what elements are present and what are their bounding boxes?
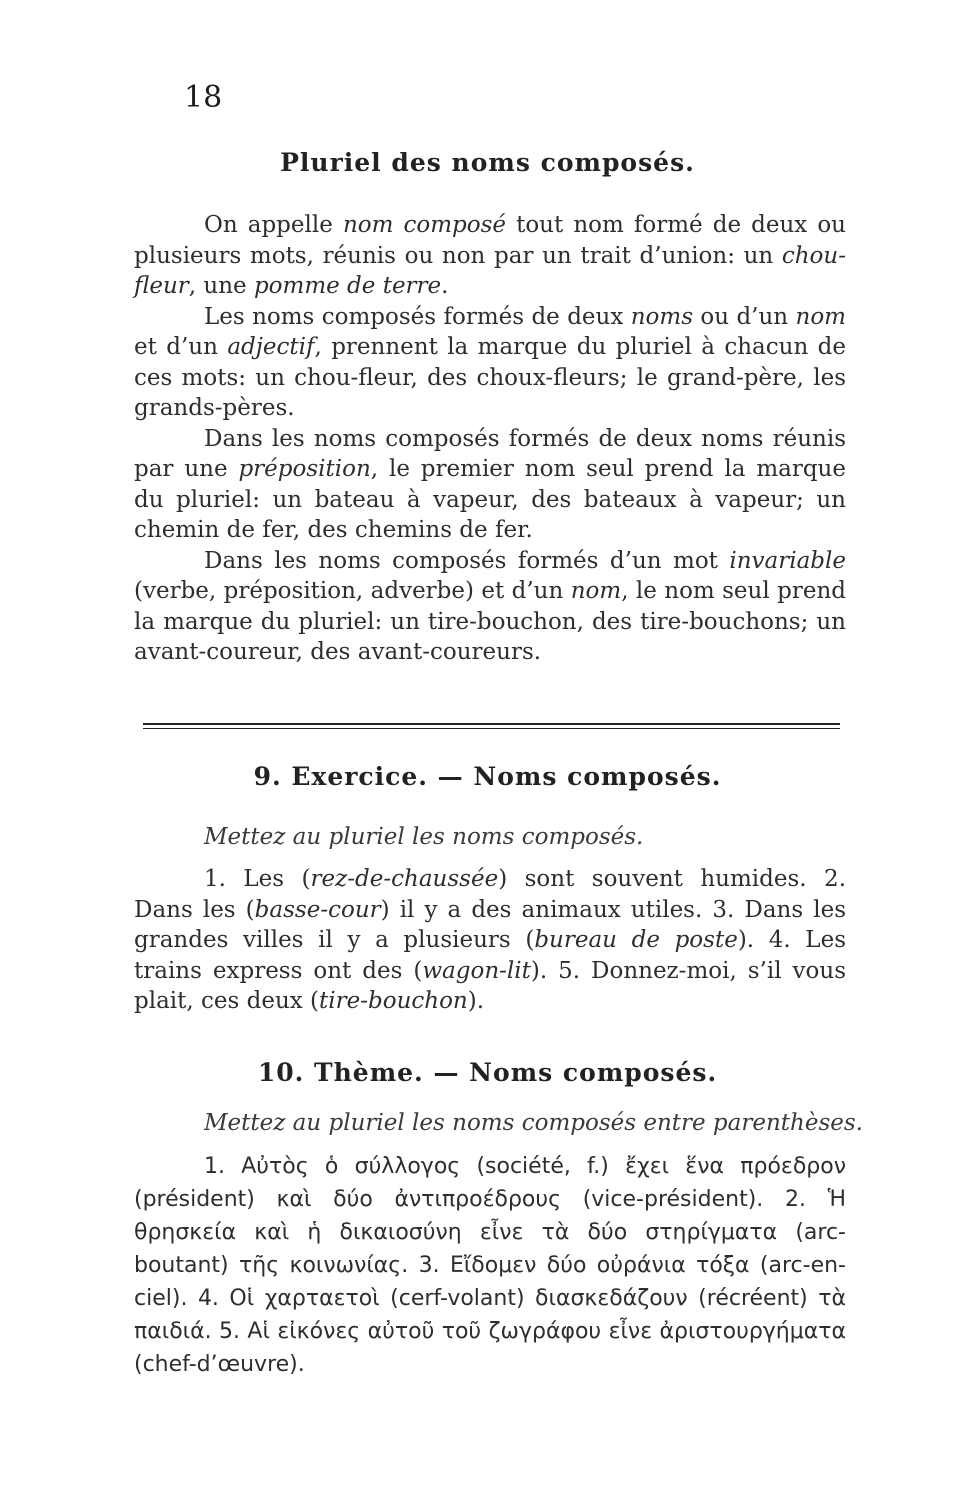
theme-body: 1. Αὐτὸς ὁ σύλλογος (société, f.) ἔχει ἕνα πρόεδρον (président) καὶ δύο ἀντιπροέδρους (vice-président). 2. Ἡ θρησκεία καὶ ἡ δικαιοσύνη εἶνε τὰ δύο στηρίγματα (arc-boutant) τῆς κοινωνίας. 3. Εἴδομεν δύο οὐράνια τόξα (arc-en-ciel). 4. Οἱ χαρταετοὶ (cerf-volant) διασκεδάζουν (récréent) τὰ παιδιά. 5. Αἱ εἰκόνες αὐτοῦ τοῦ ζωγράφου εἶνε ἀριστουργήματα (chef-d’œuvre).	[134, 1154, 846, 1377]
paragraph-invariable: Dans les noms composés formés d’un mot invariable (verbe, préposition, adverbe) et d’un nom, le nom seul prend la marque du pluriel: un tire-bouchon, des tire-bouchons; un avant-coureur, des avant-coureurs.	[134, 547, 846, 665]
theme-instruction: Mettez au pluriel les noms composés entre parenthèses.	[204, 1110, 863, 1136]
exercise-title: 9. Exercice. — Noms composés.	[253, 762, 722, 791]
page-number: 18	[184, 80, 223, 115]
exercise-instruction: Mettez au pluriel les noms composés.	[204, 824, 644, 850]
paragraph-definition: On appelle nom composé tout nom formé de deux ou plusieurs mots, réunis ou non par un trait d’union: un chou-fleur, une pomme de terre.	[134, 212, 847, 299]
section-title-pluriel: Pluriel des noms composés.	[280, 148, 695, 177]
paragraph-nom-adjectif: Les noms composés formés de deux noms ou d’un nom et d’un adjectif, prennent la marque du pluriel à chacun de ces mots: un chou-fleur, des choux-fleurs; le grand-père, les grands-pères.	[134, 303, 846, 421]
exercise-body: 1. Les (rez-de-chaussée) sont souvent humides. 2. Dans les (basse-cour) il y a des animaux utiles. 3. Dans les grandes villes il y a plusieurs (bureau de poste). 4. Les trains express ont des (wagon-lit). 5. Donnez-moi, s’il vous plait, ces deux (tire-bouchon).	[134, 866, 847, 1014]
divider-rule	[143, 723, 840, 725]
section1-body	[134, 210, 846, 668]
paragraph-preposition: Dans les noms composés formés de deux noms réunis par une préposition, le premier nom seul prend la marque du pluriel: un bateau à vapeur, des bateaux à vapeur; un chemin de fer, des chemins de fer.	[134, 425, 846, 543]
divider-rule-thin	[143, 728, 840, 729]
theme-title: 10. Thème. — Noms composés.	[257, 1058, 718, 1087]
